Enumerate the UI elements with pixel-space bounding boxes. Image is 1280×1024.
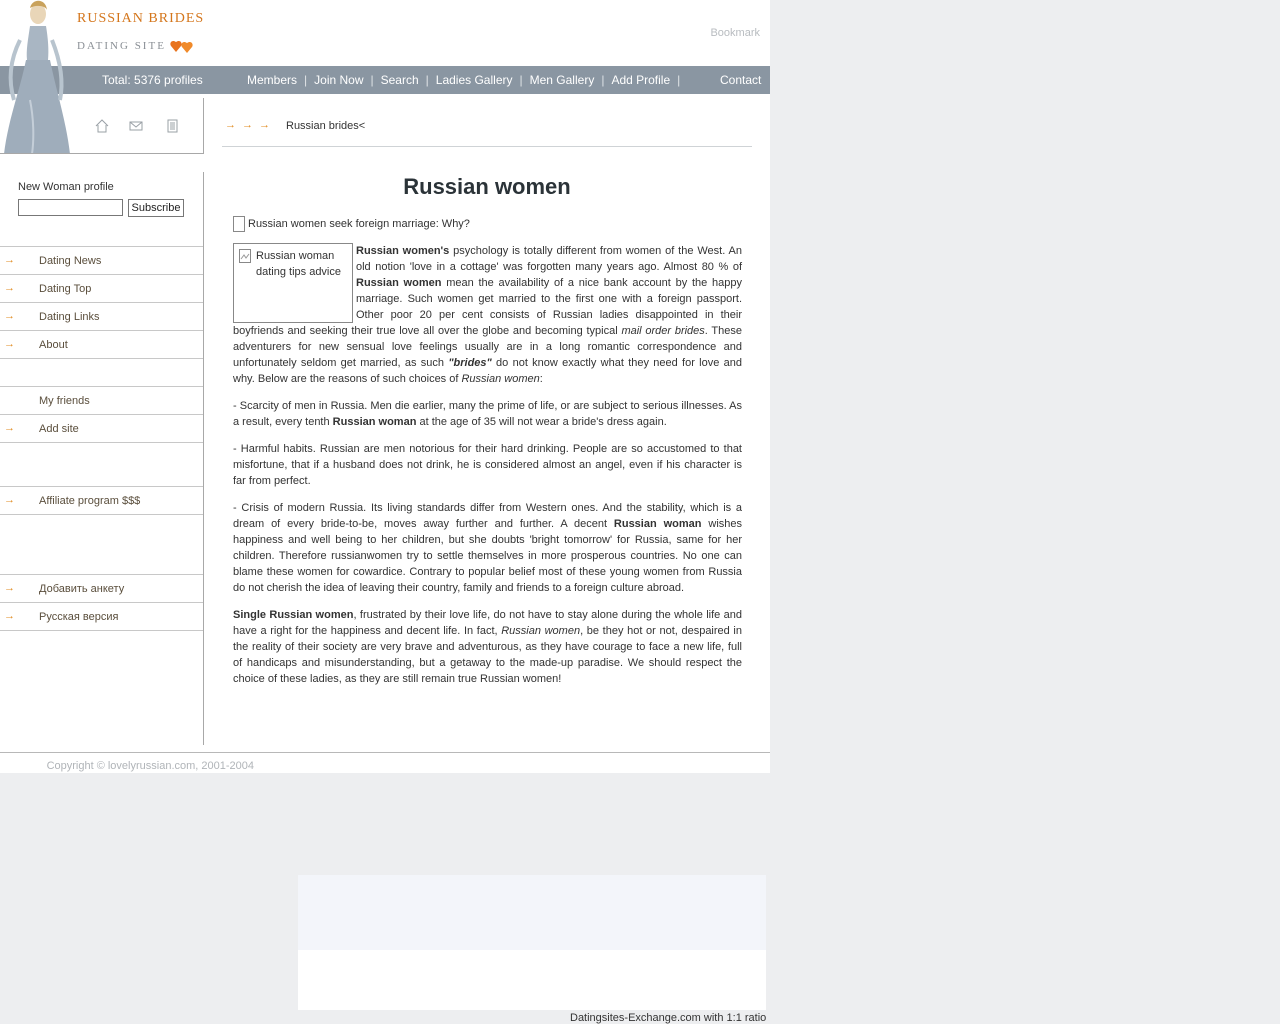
- page-container: [0, 0, 770, 773]
- sidebar-item-russian-version[interactable]: [0, 602, 203, 630]
- arrow-icon: →: [4, 610, 15, 622]
- sidebar-item-label: Affiliate program $$$: [39, 495, 141, 507]
- bold-text: Russian woman: [332, 416, 417, 428]
- menu-contact[interactable]: Contact: [720, 73, 762, 87]
- text: mean the availability of a nice bank account by the happy marriage. Such women get married to the first one with a foreign passport. Other poor 20 per cent consists of Russian ladies disappointed in their boyfriends and seeking their true love all over the globe and becoming typical: [233, 277, 742, 337]
- tips-image-box[interactable]: [233, 243, 353, 323]
- menu-add-profile[interactable]: Add Profile: [611, 73, 671, 87]
- arrow-icon: →: [4, 310, 15, 322]
- paragraph: [233, 607, 742, 687]
- mail-icon[interactable]: [128, 118, 144, 134]
- text: - Crisis of modern Russia. Its living standards differ from Western ones. And the stability, which is a dream of every bride-to-be, moves away further and further. A decent: [233, 502, 742, 530]
- page-title: Russian women: [403, 174, 571, 199]
- sidebar-item-add-profile-ru[interactable]: [0, 574, 203, 602]
- sidebar-item-label: About: [39, 339, 68, 351]
- menu-men-gallery[interactable]: Men Gallery: [529, 73, 595, 87]
- text: - Scarcity of men in Russia. Men die earlier, many the prime of life, or are subject to serious illnesses. As a result, every tenth: [233, 400, 742, 428]
- sidebar-item-label: Русская версия: [39, 611, 119, 623]
- bride-photo: [0, 0, 72, 154]
- home-icon[interactable]: [94, 118, 110, 134]
- arrow-icon: →: [4, 254, 15, 266]
- arrow-icon: →: [259, 119, 270, 131]
- sidebar-item-affiliate[interactable]: [0, 486, 203, 514]
- breadcrumb-arrows: [225, 119, 276, 131]
- text: , frustrated by their love life, do not have to stay alone during the whole life and have a right for the happiness and decent life. In fact,: [233, 609, 742, 637]
- copyright: Copyright © lovelyrussian.com, 2001-2004: [46, 760, 254, 772]
- divider: [0, 153, 203, 154]
- divider: [0, 358, 203, 359]
- sidebar-item-my-friends[interactable]: [0, 386, 203, 414]
- new-profile-input[interactable]: [18, 199, 123, 216]
- sidebar-item-label: Add site: [39, 423, 79, 435]
- top-navbar: [0, 66, 770, 94]
- new-profile-label: New Woman profile: [18, 181, 114, 193]
- bold-italic-text: "brides": [448, 357, 492, 369]
- bookmark-link[interactable]: Bookmark: [710, 27, 760, 39]
- menu-separator: |: [304, 73, 308, 87]
- divider: [0, 630, 203, 631]
- menu-separator: |: [677, 73, 681, 87]
- text: do not know exactly what they need for love and why. Below are the reasons of such choices of: [233, 357, 742, 385]
- sidebar-item-add-site[interactable]: [0, 414, 203, 442]
- menu-separator: |: [370, 73, 374, 87]
- menu-separator: |: [601, 73, 605, 87]
- text: . These adventurers for new sensual love feelings usually are in a long romantic correspondence and unfortunately seldom get married, as such: [233, 325, 742, 369]
- menu-separator: |: [519, 73, 523, 87]
- quick-icons: [90, 118, 190, 136]
- subscribe-button[interactable]: Subscribe: [128, 199, 184, 217]
- main-menu: [247, 73, 687, 87]
- total-profiles: Total: 5376 profiles: [102, 73, 203, 87]
- bold-text: Single Russian women: [233, 609, 354, 621]
- text: psychology is totally different from women of the West. An old notion 'love in a cottage' was forgotten many years ago. Almost 80 % of: [356, 245, 742, 273]
- menu-search[interactable]: Search: [380, 73, 419, 87]
- banner-area-lower: [298, 950, 766, 1010]
- menu-join-now[interactable]: Join Now: [314, 73, 364, 87]
- image-placeholder-icon: [233, 216, 245, 232]
- arrow-icon: →: [4, 582, 15, 594]
- arrow-icon: →: [4, 338, 15, 350]
- sidebar-item-dating-top[interactable]: [0, 274, 203, 302]
- menu-separator: |: [425, 73, 429, 87]
- arrow-icon: →: [4, 422, 15, 434]
- logo-title[interactable]: RUSSIAN BRIDES: [77, 11, 205, 26]
- text: :: [539, 373, 543, 385]
- divider: [203, 98, 204, 154]
- bold-text: Russian woman: [613, 518, 702, 530]
- divider: [0, 442, 203, 443]
- italic-text: mail order brides: [621, 325, 705, 337]
- text: at the age of 35 will not wear a bride's dress again.: [416, 416, 667, 428]
- italic-text: Russian women: [501, 625, 581, 637]
- image-icon: [239, 249, 251, 263]
- document-icon[interactable]: [164, 118, 180, 134]
- sidebar-divider: [203, 172, 204, 745]
- sidebar-item-label: Dating Top: [39, 283, 92, 295]
- paragraph: [233, 500, 742, 596]
- tips-image-alt: Russian woman dating tips advice: [256, 250, 341, 278]
- paragraph: - Harmful habits. Russian are men notorious for their hard drinking. People are so accustomed to that misfortune, that if a husband does not drink, he is considered almost an angel, even if his character is far from perfect.: [233, 443, 742, 487]
- divider: [0, 752, 770, 753]
- menu-members[interactable]: Members: [247, 73, 298, 87]
- arrow-icon: →: [225, 119, 236, 131]
- arrow-icon: →: [4, 282, 15, 294]
- italic-text: Russian women: [461, 373, 540, 385]
- exchange-link[interactable]: Datingsites-Exchange.com with 1:1 ratio: [570, 1012, 767, 1024]
- text: , be they hot or not, despaired in the reality of their society are very brave and adventurous, as they have courage to face a new life, full of handicaps and misunderstanding, but a getaway to the made-up paradise. We should respect the choice of these ladies, as they are still remain true Russian women!: [233, 625, 742, 685]
- sidebar-item-label: Dating Links: [39, 311, 100, 323]
- menu-ladies-gallery[interactable]: Ladies Gallery: [435, 73, 513, 87]
- text: wishes happiness and well being to her children, but she doubts 'bright tomorrow' for Russia, same for her children. Therefore russianwomen try to settle themselves in more prosperous countries. No one can blame these women for cowardice. Contrary to popular belief most of these young women from Russia do not cherish the idea of leaving their country, family and friends to a foreign culture abroad.: [233, 518, 742, 594]
- sidebar-item-label: My friends: [39, 395, 90, 407]
- logo-subtitle: DATING SITE: [77, 40, 166, 52]
- sidebar-item-label: Добавить анкету: [39, 583, 125, 595]
- sidebar-item-about[interactable]: [0, 330, 203, 358]
- paragraph: [233, 398, 742, 430]
- header: [0, 0, 770, 66]
- arrow-icon: →: [4, 494, 15, 506]
- bold-text: Russian women's: [356, 245, 450, 257]
- sidebar-item-dating-news[interactable]: [0, 246, 203, 274]
- article-subtitle: Russian women seek foreign marriage: Why?: [248, 218, 470, 230]
- sidebar-item-dating-links[interactable]: [0, 302, 203, 330]
- hearts-icon: [170, 38, 194, 54]
- bold-text: Russian women: [356, 277, 442, 289]
- divider: [222, 146, 752, 147]
- breadcrumb[interactable]: Russian brides<: [286, 120, 366, 132]
- banner-area[interactable]: [298, 875, 766, 950]
- divider: [0, 514, 203, 515]
- sidebar-item-label: Dating News: [39, 255, 102, 267]
- arrow-icon: →: [242, 119, 253, 131]
